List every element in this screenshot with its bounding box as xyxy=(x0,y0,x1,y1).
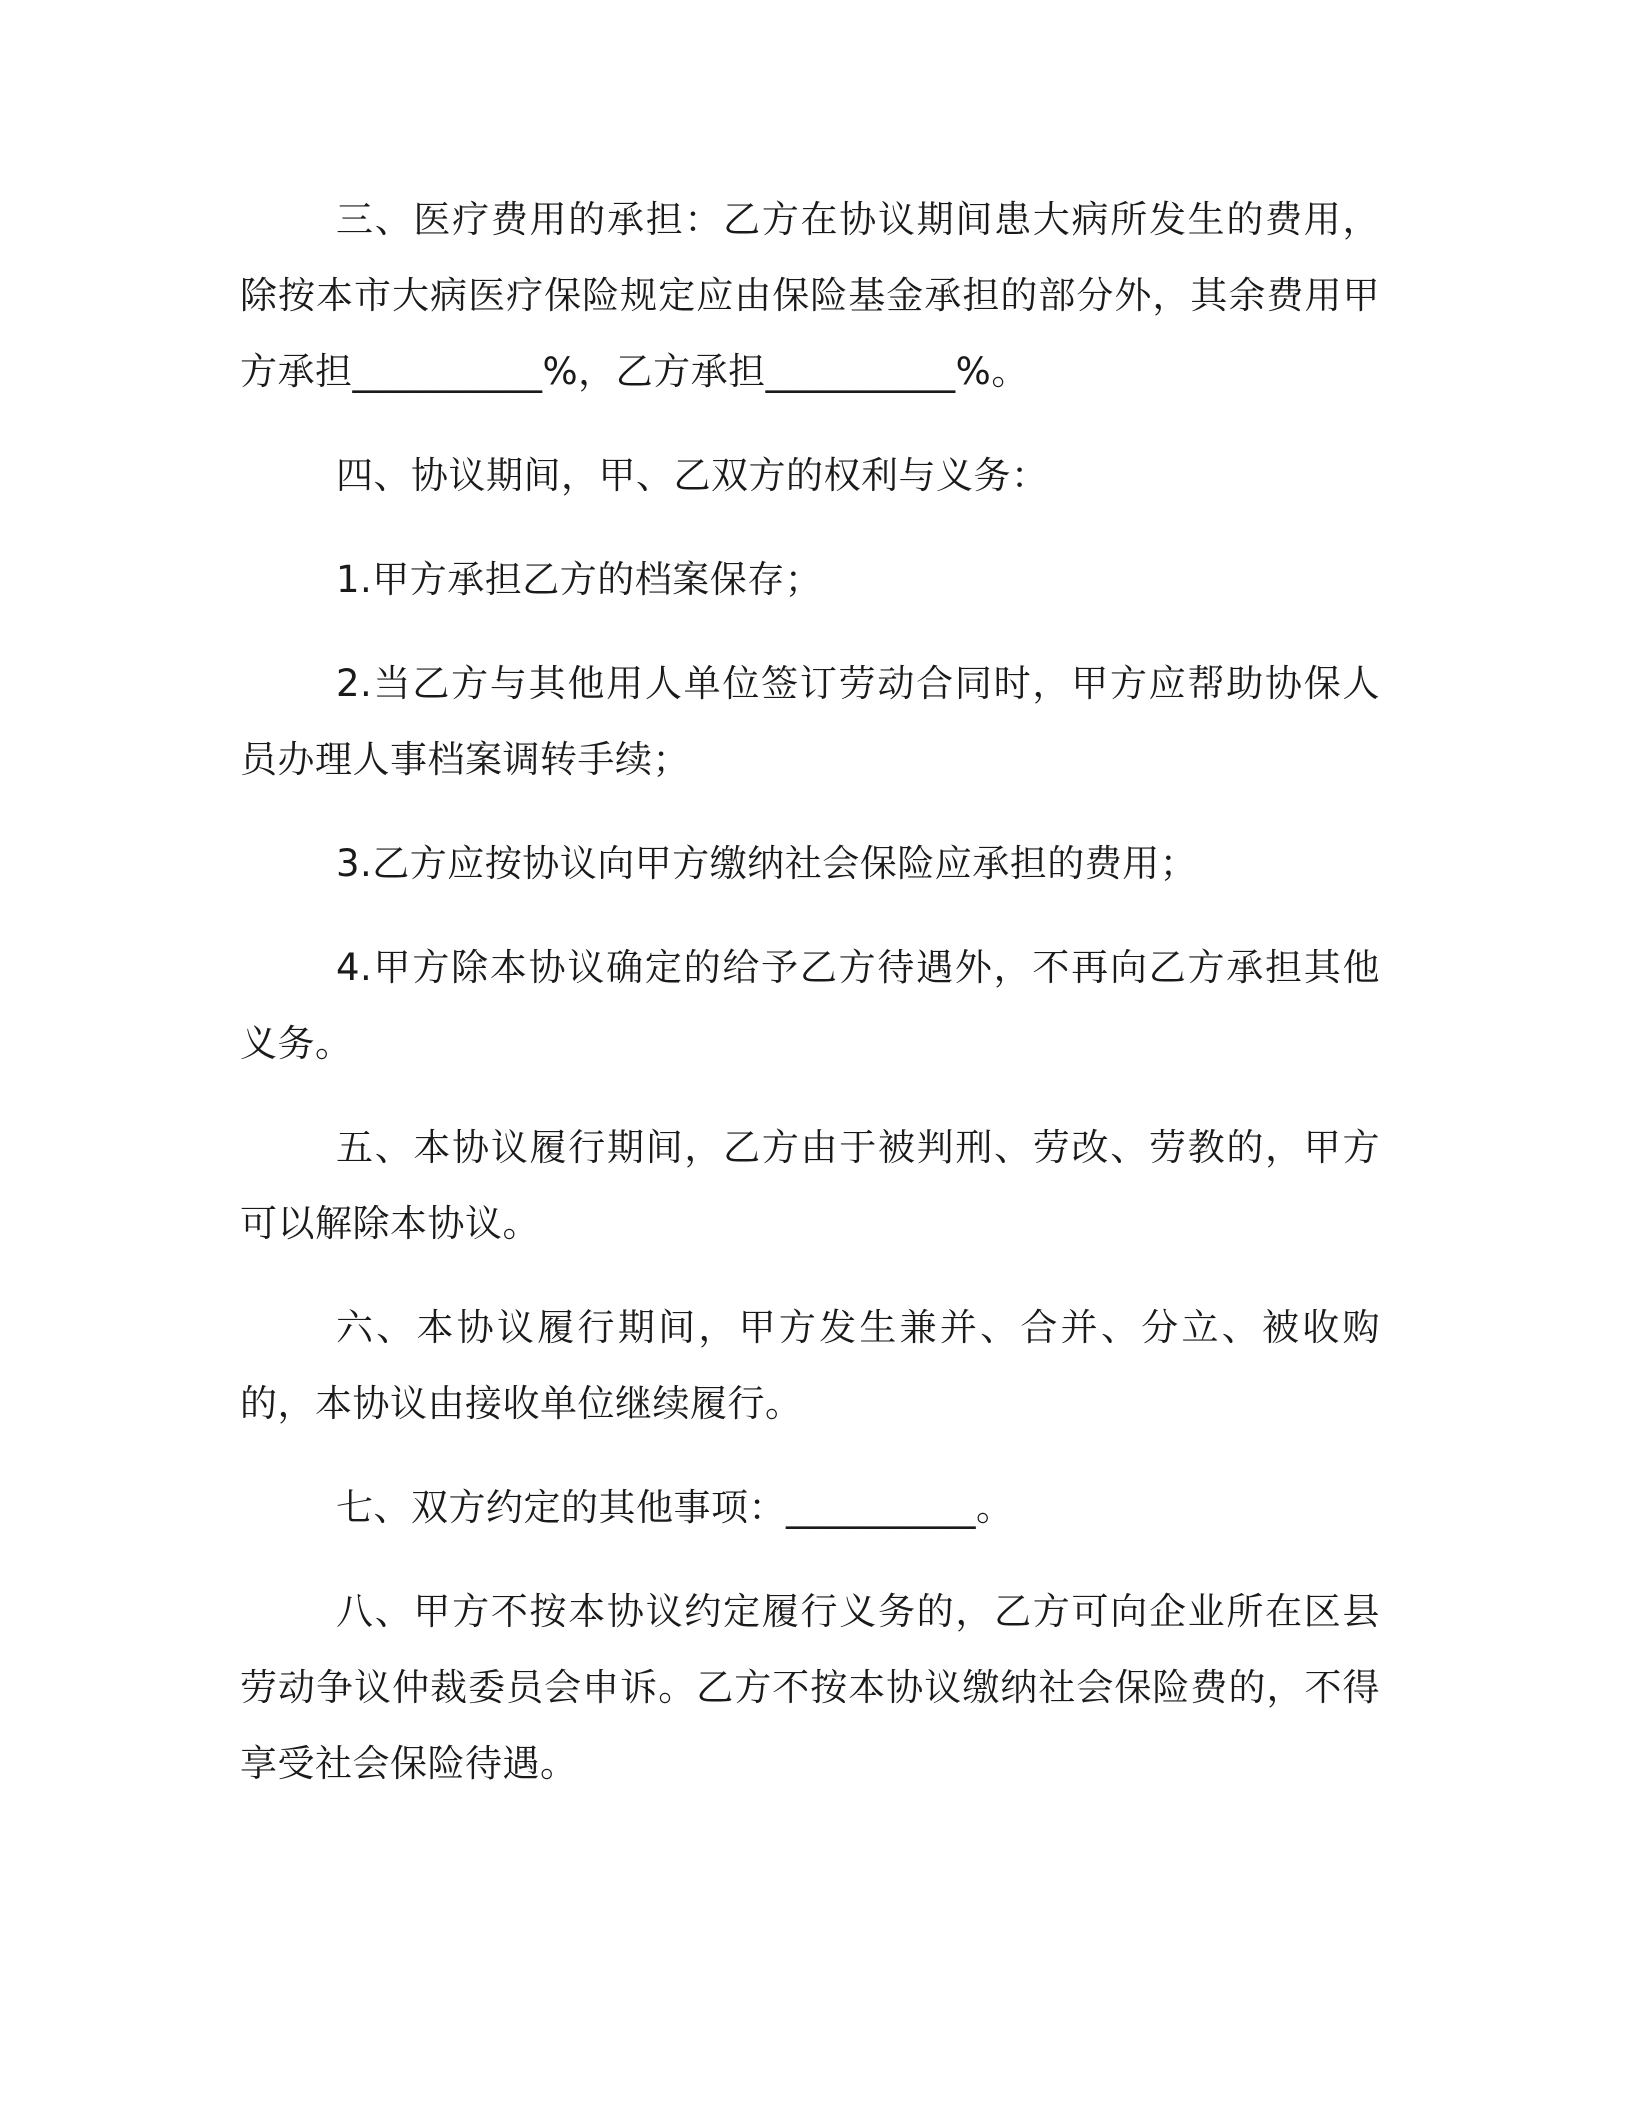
paragraph-obligation-2: 2.当乙方与其他用人单位签订劳动合同时，甲方应帮助协保人员办理人事档案调转手续； xyxy=(240,662,1380,781)
paragraph-rights-obligations-heading: 四、协议期间，甲、乙双方的权利与义务： xyxy=(336,454,1049,497)
document-body xyxy=(240,182,1380,1830)
paragraph-termination: 五、本协议履行期间，乙方由于被判刑、劳改、劳教的，甲方可以解除本协议。 xyxy=(240,1126,1380,1245)
paragraph-other-matters: 七、双方约定的其他事项：__________。 xyxy=(336,1486,1014,1529)
paragraph-obligation-3: 3.乙方应按协议向甲方缴纳社会保险应承担的费用； xyxy=(336,842,1198,885)
paragraph-disputes: 八、甲方不按本协议约定履行义务的，乙方可向企业所在区县劳动争议仲裁委员会申诉。乙方不按本协议缴纳社会保险费的，不得享受社会保险待遇。 xyxy=(240,1590,1380,1785)
paragraph-merger: 六、本协议履行期间，甲方发生兼并、合并、分立、被收购的，本协议由接收单位继续履行。 xyxy=(240,1306,1380,1425)
paragraph-obligation-1: 1.甲方承担乙方的档案保存； xyxy=(336,558,823,601)
paragraph-medical-costs: 三、医疗费用的承担：乙方在协议期间患大病所发生的费用，除按本市大病医疗保险规定应由保险基金承担的部分外，其余费用甲方承担__________%，乙方承担__________%。 xyxy=(240,198,1380,393)
paragraph-obligation-4: 4.甲方除本协议确定的给予乙方待遇外，不再向乙方承担其他义务。 xyxy=(240,946,1380,1065)
